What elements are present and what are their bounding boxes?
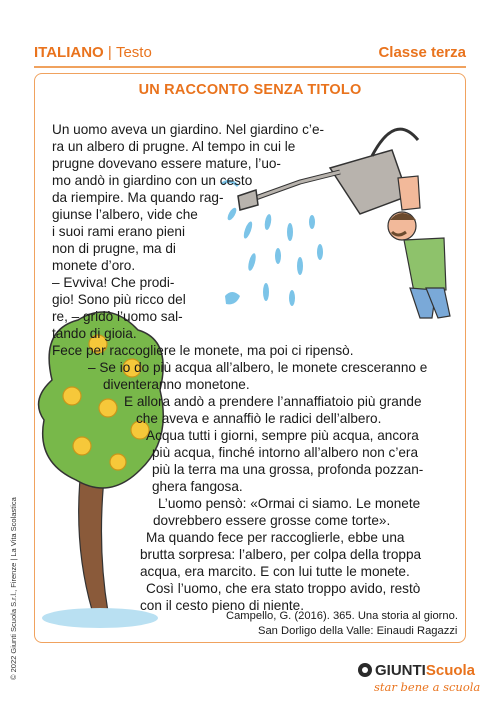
brand-tagline: star bene a scuola — [374, 680, 481, 694]
story-line: più la terra ma una grossa, profonda pozzan- — [152, 462, 424, 477]
story-line: Ma quando fece per raccoglierle, ebbe una — [146, 530, 405, 545]
subject-label: ITALIANO — [34, 44, 104, 61]
story-title: UN RACCONTO SENZA TITOLO — [138, 82, 362, 98]
story-line: Acqua tutti i giorni, sempre più acqua, ancora — [146, 428, 419, 443]
story-line: diventeranno monetone. — [103, 377, 250, 392]
story-line: – Se io do più acqua all’albero, le monete cresceranno e — [88, 360, 428, 375]
story-line: i suoi rami erano pieni — [52, 224, 185, 239]
citation-line-1: Campello, G. (2016). 365. Una storia al giorno. — [226, 610, 458, 622]
story-line: ra un albero di prugne. Al tempo in cui le — [52, 139, 296, 154]
grade-label: Classe terza — [378, 44, 466, 61]
story-line: mo andò in giardino con un cesto — [52, 173, 253, 188]
story-line: prugne dovevano essere mature, l’uo- — [52, 156, 281, 171]
giunti-scuola-logo — [358, 662, 475, 679]
brand-name-a: GIUNTI — [375, 662, 426, 679]
story-line: brutta sorpresa: l’albero, per colpa della troppa — [140, 547, 422, 562]
copyright-notice: © 2022 Giunti Scuola S.r.l., Firenze | La Vita Scolastica — [9, 497, 18, 680]
story-line: con il cesto pieno di niente. — [140, 598, 304, 613]
story-line: tando di gioia. — [52, 326, 137, 341]
story-line: da riempire. Ma quando rag- — [52, 190, 224, 205]
story-line: più acqua, finché intorno all’albero non c’era — [152, 445, 419, 460]
giunti-logo-icon — [358, 663, 372, 677]
story-line: dovrebbero essere grosse come torte». — [153, 513, 391, 528]
story-line: gio! Sono più ricco del — [52, 292, 186, 307]
story-line: ghera fangosa. — [152, 479, 243, 494]
citation-line-2: San Dorligo della Valle: Einaudi Ragazzi — [258, 625, 458, 637]
story-line: Così l’uomo, che era stato troppo avido, restò — [146, 581, 421, 596]
story-line: che aveva e annaffiò le radici dell’albero. — [136, 411, 382, 426]
section-label: Testo — [115, 44, 152, 61]
story-line: acqua, era marcito. E con lui tutte le monete. — [140, 564, 410, 579]
story-line: non di prugne, ma di — [52, 241, 176, 256]
header-separator: | — [107, 44, 112, 61]
story-line: giunse l’albero, vide che — [52, 207, 198, 222]
story-line: E allora andò a prendere l’annaffiatoio più grande — [124, 394, 422, 409]
water-drops-icon — [222, 181, 323, 306]
story-line: L’uomo pensò: «Ormai ci siamo. Le monete — [158, 496, 421, 511]
story-line: re, – gridò l’uomo sal- — [52, 309, 183, 324]
brand-name-b: Scuola — [425, 662, 476, 679]
story-line: Un uomo aveva un giardino. Nel giardino c’e- — [52, 122, 325, 137]
story-line: monete d’oro. — [52, 258, 136, 273]
story-line: – Evviva! Che prodi- — [52, 275, 175, 290]
story-line: Fece per raccogliere le monete, ma poi ci ripensò. — [52, 343, 354, 358]
